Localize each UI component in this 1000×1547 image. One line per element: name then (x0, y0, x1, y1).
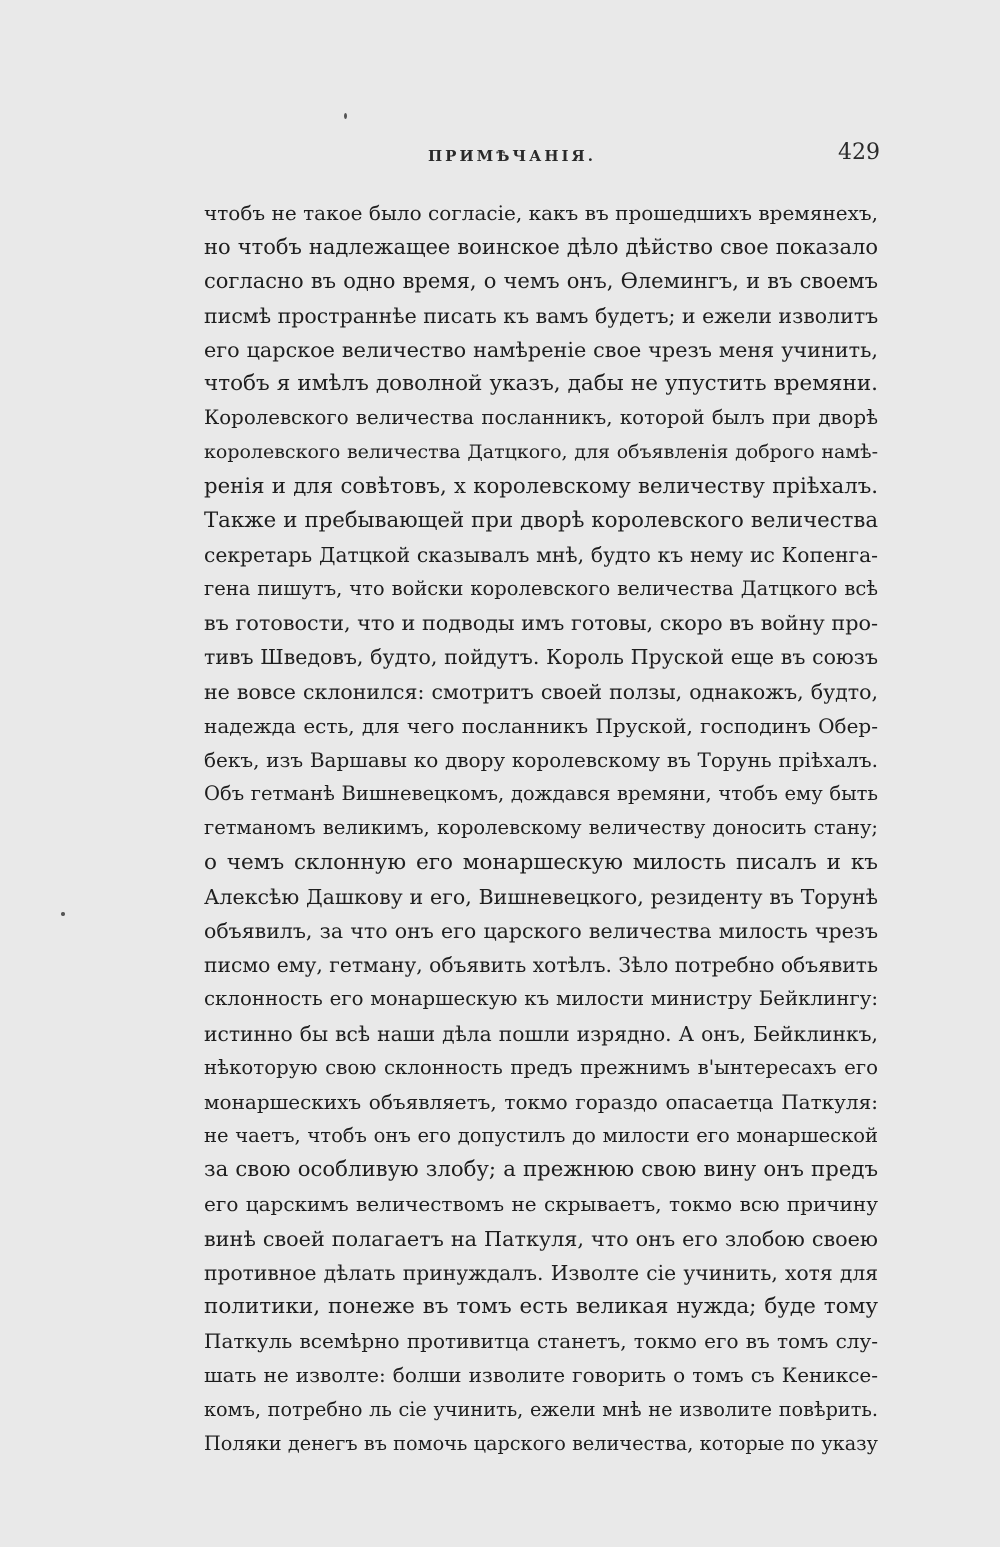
text-line: чтобъ я имѣлъ доволной указъ, дабы не упустить времяни. (204, 370, 878, 396)
text-line: его царское величество намѣреніе свое чрезъ меня учинить, (204, 337, 878, 362)
text-line: склонность его монаршескую къ милости министру Бейклингу: (204, 987, 878, 1011)
ink-speck (61, 912, 65, 916)
text-line: истинно бы всѣ наши дѣла пошли изрядно. А онъ, Бейклинкъ, (204, 1021, 878, 1046)
text-line: Поляки денегъ въ помочь царского величества, которые по указу (204, 1431, 878, 1455)
text-line: объявилъ, за что онъ его царского величества милость чрезъ (204, 918, 878, 943)
text-line: надежда есть, для чего посланникъ Пруской, господинъ Обер- (204, 713, 878, 738)
text-line: ренія и для совѣтовъ, х королевскому величеству пріѣхалъ. (204, 473, 878, 499)
text-line: Алексѣю Дашкову и его, Вишневецкого, резиденту въ Торунѣ (204, 884, 878, 909)
text-line: писмо ему, гетману, объявить хотѣлъ. Зѣло потребно объявить (204, 953, 878, 978)
text-line: но чтобъ надлежащее воинское дѣло дѣйство свое показало (204, 235, 878, 260)
ink-speck (344, 113, 347, 119)
text-line: противное дѣлать принуждалъ. Изволте сіе учинить, хотя для (204, 1260, 878, 1285)
text-line: гетманомъ великимъ, королевскому величеству доносить стану; (204, 816, 878, 840)
text-line: въ готовости, что и подводы имъ готовы, скоро въ войну про- (204, 611, 878, 636)
text-line: о чемъ склонную его монаршескую милость писалъ и къ (204, 849, 878, 875)
text-line: Королевского величества посланникъ, которой былъ при дворѣ (204, 406, 878, 430)
page-number: 429 (838, 140, 880, 165)
text-line: гена пишутъ, что войски королевского величества Датцкого всѣ (204, 577, 878, 601)
text-line: тивъ Шведовъ, будто, пойдутъ. Король Пруской еще въ союзъ (204, 645, 878, 670)
text-line: не чаетъ, чтобъ онъ его допустилъ до милости его монаршеской (204, 1124, 878, 1148)
text-line: Паткуль всемѣрно противитца станетъ, токмо его въ томъ слу- (204, 1329, 878, 1354)
text-line: винѣ своей полагаетъ на Паткуля, что онъ его злобою своею (204, 1226, 878, 1251)
text-line: чтобъ не такое было согласіе, какъ въ прошедшихъ времянехъ, (204, 201, 878, 225)
text-line: секретарь Датцкой сказывалъ мнѣ, будто къ нему ис Копенга- (204, 542, 878, 567)
text-line: Объ гетманѣ Вишневецкомъ, дождався времяни, чтобъ ему быть (204, 782, 878, 806)
text-line: шать не изволте: болши изволите говорить о томъ съ Кениксе- (204, 1363, 878, 1388)
text-line: согласно въ одно время, о чемъ онъ, Ѳлемингъ, и въ своемъ (204, 269, 878, 294)
text-line: писмѣ пространнѣе писать къ вамъ будетъ; и ежели изволитъ (204, 303, 878, 328)
text-line: не вовсе склонился: смотритъ своей ползы, однакожъ, будто, (204, 679, 878, 704)
text-line: бекъ, изъ Варшавы ко двору королевскому въ Торунь пріѣхалъ. (204, 748, 878, 772)
text-line: за свою особливую злобу; а прежнюю свою вину онъ предъ (204, 1157, 878, 1183)
text-line: королевского величества Датцкого, для объявленія доброго намѣ- (204, 441, 878, 464)
body-text (204, 196, 878, 1461)
text-line: монаршескихъ объявляетъ, токмо гораздо опасаетца Паткуля: (204, 1089, 878, 1114)
text-line: комъ, потребно ль сіе учинить, ежели мнѣ не изволите повѣрить. (204, 1397, 878, 1421)
text-line: Также и пребывающей при дворѣ королевского величества (204, 507, 878, 533)
running-title: ПРИМѢЧАНІЯ. (428, 147, 596, 165)
text-line: политики, понеже въ томъ есть великая нужда; буде тому (204, 1294, 878, 1319)
text-line: его царскимъ величествомъ не скрываетъ, токмо всю причину (204, 1192, 878, 1217)
text-line: нѣкоторую свою склонность предъ прежнимъ в'ынтересахъ его (204, 1055, 878, 1079)
